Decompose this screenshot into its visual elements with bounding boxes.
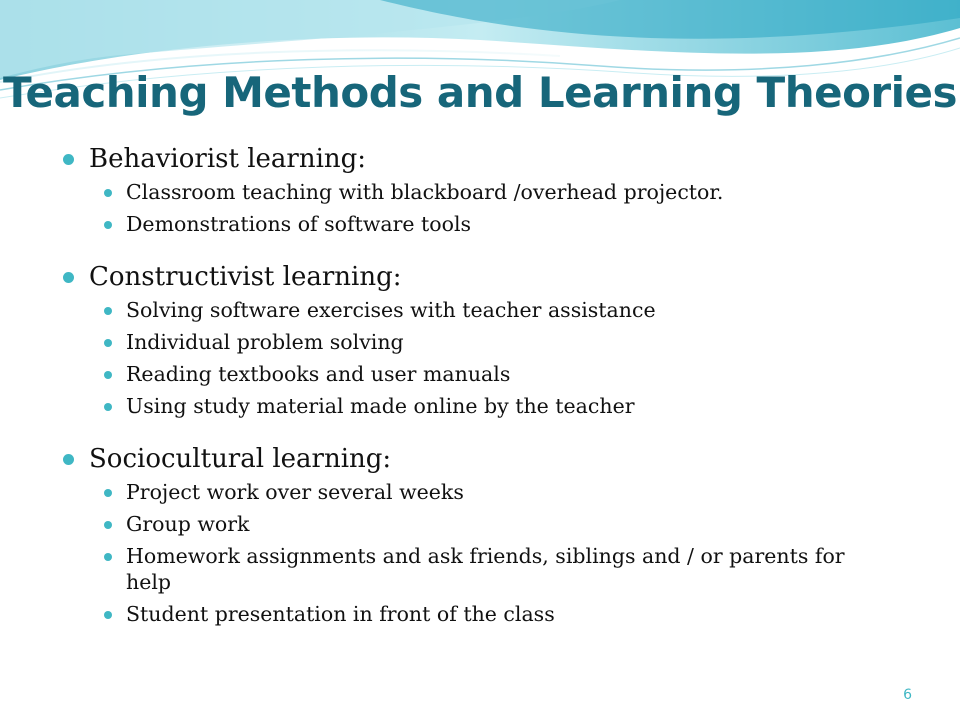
bullet-dot-icon bbox=[104, 189, 112, 197]
bullet-dot-icon bbox=[104, 611, 112, 619]
bullet-dot-icon bbox=[104, 403, 112, 411]
bullet-item bbox=[126, 176, 902, 208]
item-text: Group work bbox=[126, 512, 250, 536]
section-constructivist bbox=[62, 260, 902, 422]
bullet-item bbox=[126, 508, 902, 540]
item-text: Classroom teaching with blackboard /overhead projector. bbox=[126, 180, 724, 204]
bullet-dot-icon bbox=[63, 272, 74, 283]
item-text: Homework assignments and ask friends, siblings and / or parents for help bbox=[126, 544, 845, 594]
bullet-item bbox=[126, 208, 902, 240]
item-text: Student presentation in front of the class bbox=[126, 602, 555, 626]
bullet-item bbox=[126, 294, 902, 326]
bullet-dot-icon bbox=[104, 371, 112, 379]
item-text: Individual problem solving bbox=[126, 330, 404, 354]
page-number: 6 bbox=[903, 687, 912, 703]
bullet-heading bbox=[62, 260, 902, 294]
bullet-dot-icon bbox=[104, 339, 112, 347]
bullet-dot-icon bbox=[104, 553, 112, 561]
item-text: Project work over several weeks bbox=[126, 480, 464, 504]
bullet-dot-icon bbox=[104, 221, 112, 229]
bullet-list bbox=[62, 142, 902, 650]
heading-text: Constructivist learning: bbox=[89, 262, 402, 292]
item-text: Using study material made online by the teacher bbox=[126, 394, 635, 418]
bullet-dot-icon bbox=[63, 154, 74, 165]
bullet-item bbox=[126, 390, 902, 422]
bullet-item bbox=[126, 598, 902, 630]
bullet-heading bbox=[62, 442, 902, 476]
bullet-item bbox=[126, 326, 902, 358]
bullet-item bbox=[126, 476, 902, 508]
bullet-dot-icon bbox=[104, 521, 112, 529]
item-text: Solving software exercises with teacher assistance bbox=[126, 298, 656, 322]
section-behaviorist bbox=[62, 142, 902, 240]
item-text: Reading textbooks and user manuals bbox=[126, 362, 511, 386]
bullet-dot-icon bbox=[63, 454, 74, 465]
heading-text: Sociocultural learning: bbox=[89, 444, 392, 474]
slide-title: Teaching Methods and Learning Theories bbox=[2, 68, 958, 117]
bullet-item bbox=[126, 543, 886, 595]
heading-text: Behaviorist learning: bbox=[89, 144, 367, 174]
bullet-dot-icon bbox=[104, 489, 112, 497]
bullet-item bbox=[126, 358, 902, 390]
item-text: Demonstrations of software tools bbox=[126, 212, 472, 236]
bullet-heading bbox=[62, 142, 902, 176]
bullet-dot-icon bbox=[104, 307, 112, 315]
section-sociocultural bbox=[62, 442, 902, 630]
